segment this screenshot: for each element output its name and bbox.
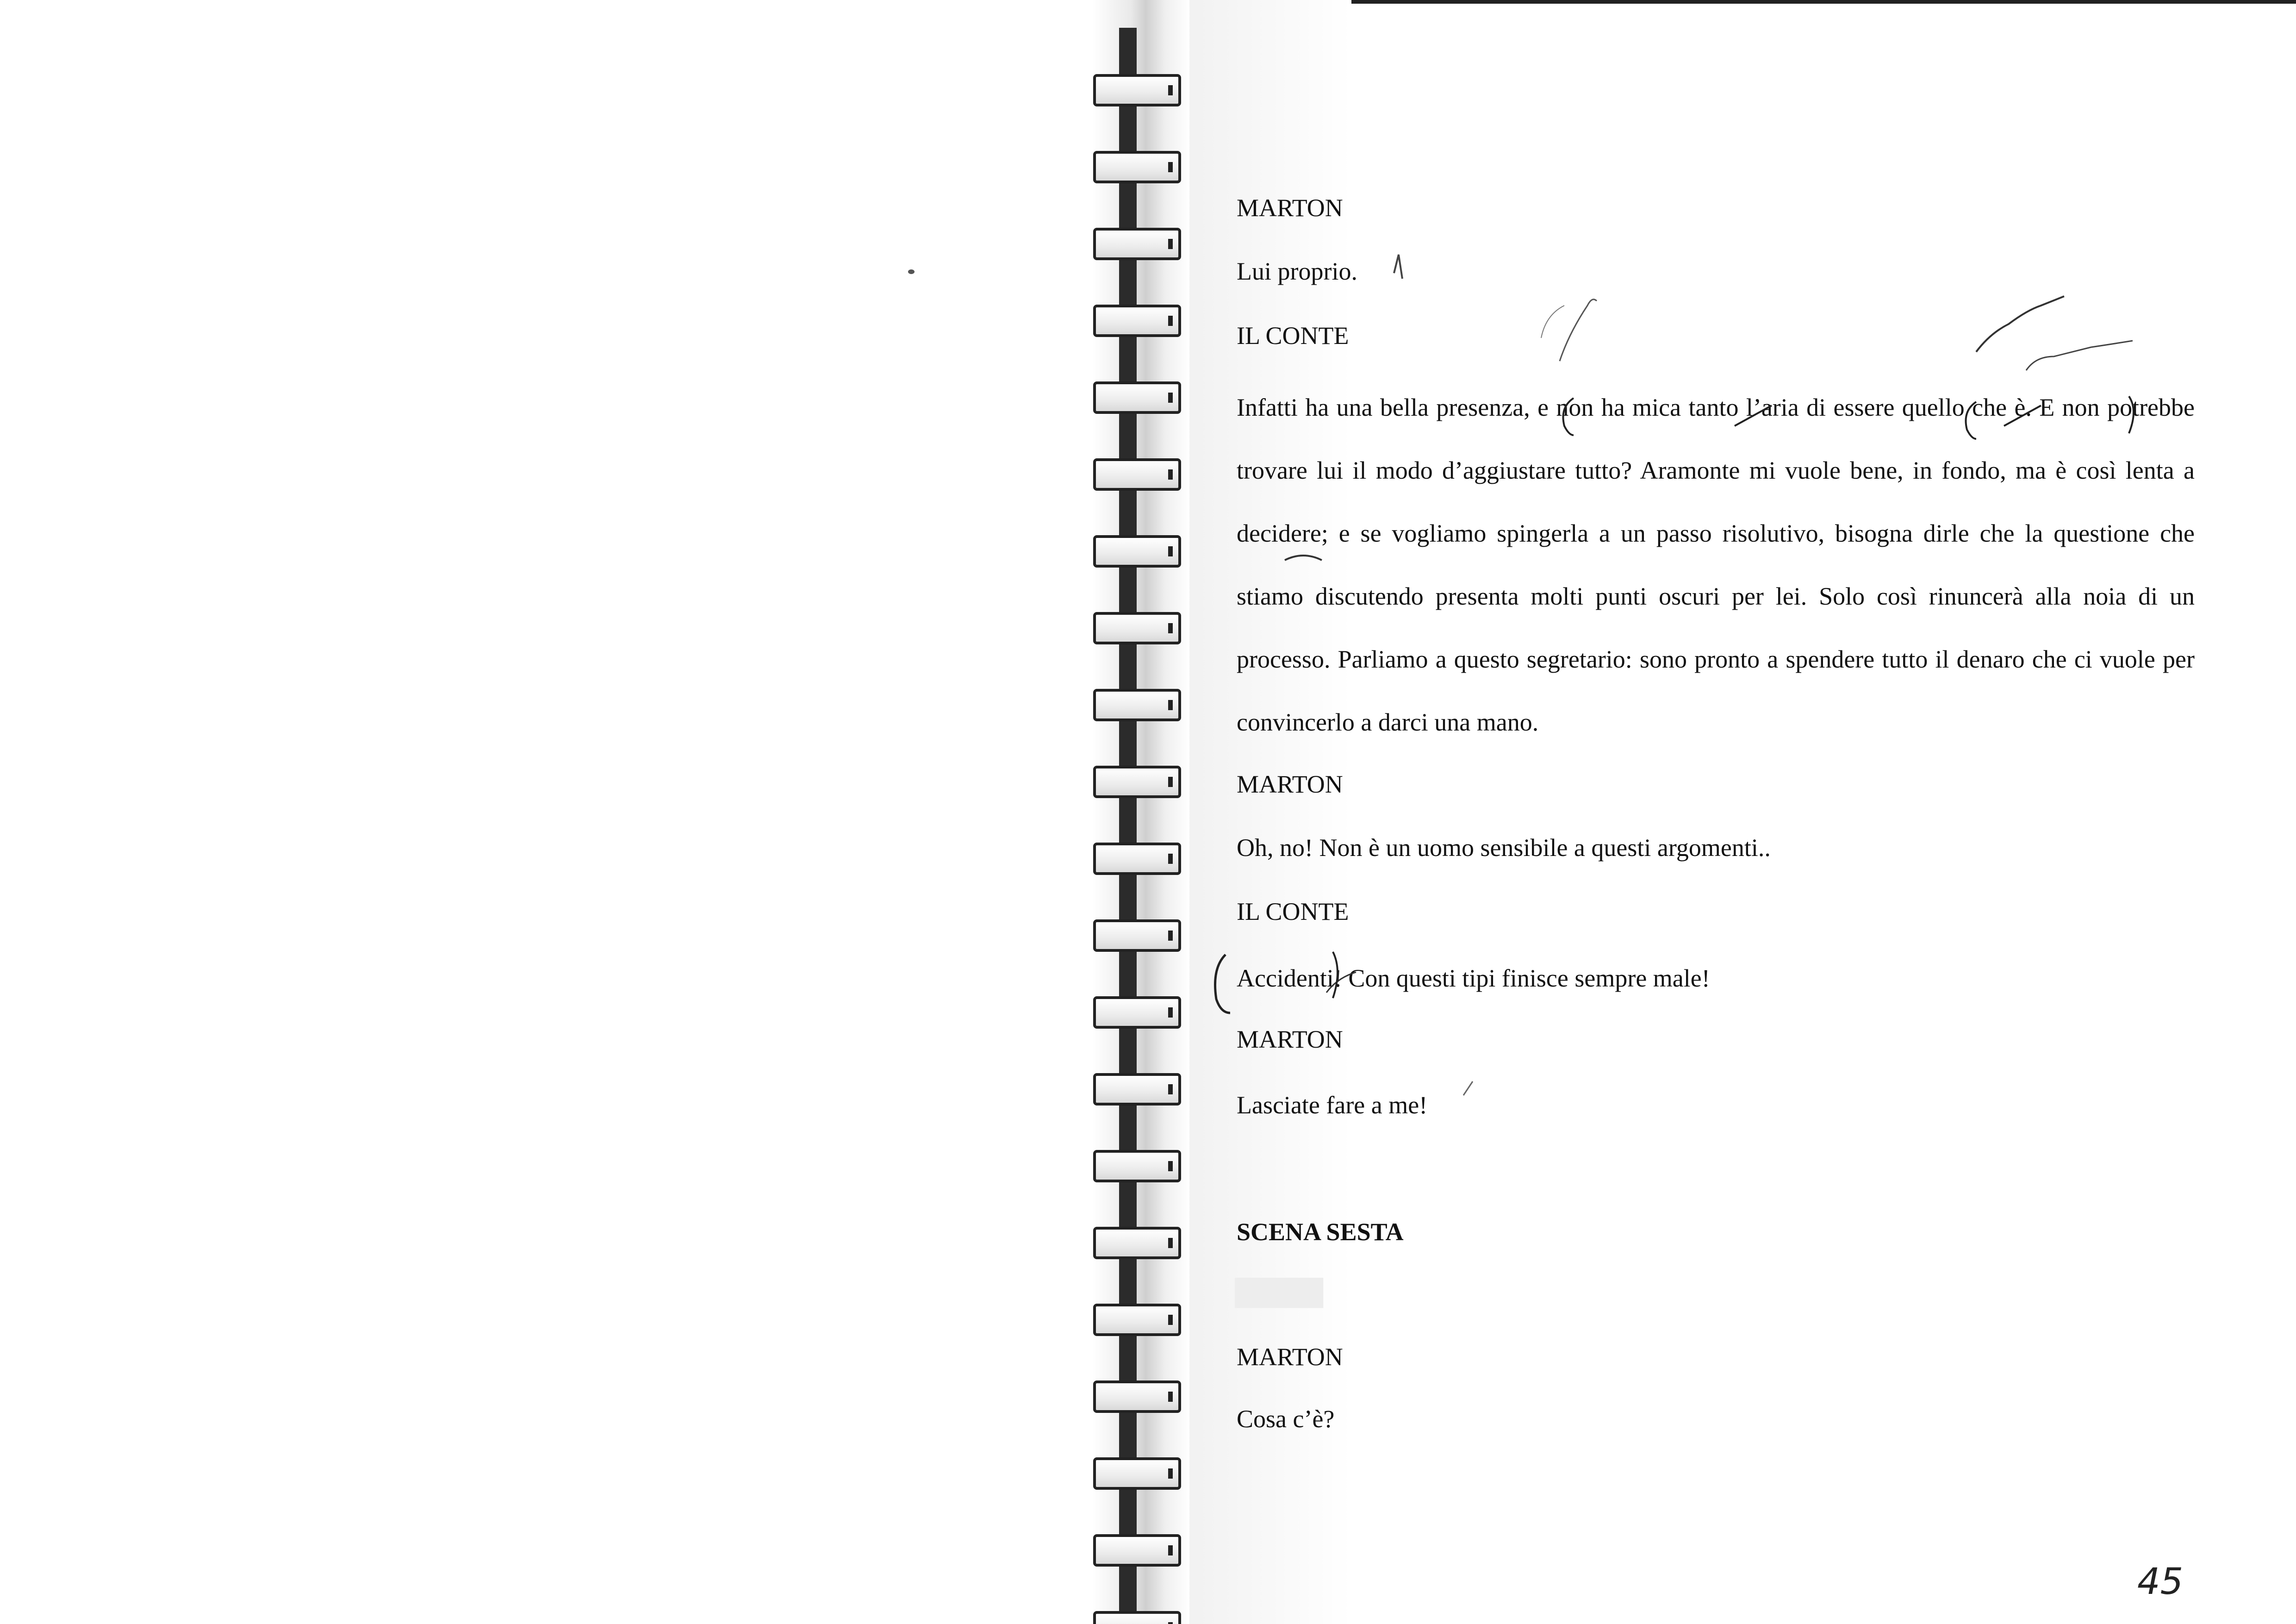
open-bracket-mark [1966,402,1977,439]
speaker-marton-3: MARTON [1237,1025,1343,1053]
page-number: 45 [2137,1561,2184,1603]
dialogue-line-3: Oh, no! Non è un uomo sensibile a questi argomenti.. [1237,834,1771,862]
speaker-marton-2: MARTON [1237,770,1343,798]
handwritten-stroke [1560,300,1597,361]
handwritten-stroke [1463,1081,1473,1095]
speaker-il-conte-1: IL CONTE [1237,322,1349,350]
dialogue-line-4: Accidenti! Con questi tipi finisce sempre male! [1237,964,1710,992]
scene-heading: SCENA SESTA [1237,1218,1404,1246]
strike-mark [1735,406,1772,426]
speaker-marton-1: MARTON [1237,194,1343,222]
tilde-mark [1285,556,1322,560]
close-bracket-mark [1333,952,1338,998]
open-bracket-mark [1563,398,1574,435]
speaker-marton-4: MARTON [1237,1343,1343,1371]
dialogue-paragraph-conte: Infatti ha una bella presenza, e non ha mica tanto l’aria di essere quello che è. E non potrebbe trovare lui il modo d’aggiustare tutto? Aramonte mi vuole bene, in fondo, ma è così lenta a decidere; e se vogliamo spingerla a un passo risolutivo, bisogna dirle che la questione che stiamo discutendo presenta molti punti oscuri per lei. Solo così rinuncerà alla noia di un processo. Parliamo a questo segretario: sono pronto a spendere tutto il denaro che ci vuole per convincerlo a darci una mano. [1237,394,2195,736]
strike-mark [2004,406,2041,426]
bleed-through-text: █████ [1235,1278,1324,1306]
handwritten-stroke [1541,306,1564,338]
dialogue-line-1: Lui proprio. [1237,257,1357,285]
strike-mark [1326,972,1356,993]
close-bracket-mark [2129,396,2134,433]
dialogue-line-6: Cosa c’è? [1237,1405,1335,1433]
handwritten-stroke [1976,296,2064,352]
open-bracket-mark [1215,955,1231,1013]
handwritten-stroke [2026,341,2133,370]
speaker-il-conte-2: IL CONTE [1237,898,1349,925]
caret-mark [1394,255,1402,279]
dialogue-line-5: Lasciate fare a me! [1237,1091,1428,1119]
